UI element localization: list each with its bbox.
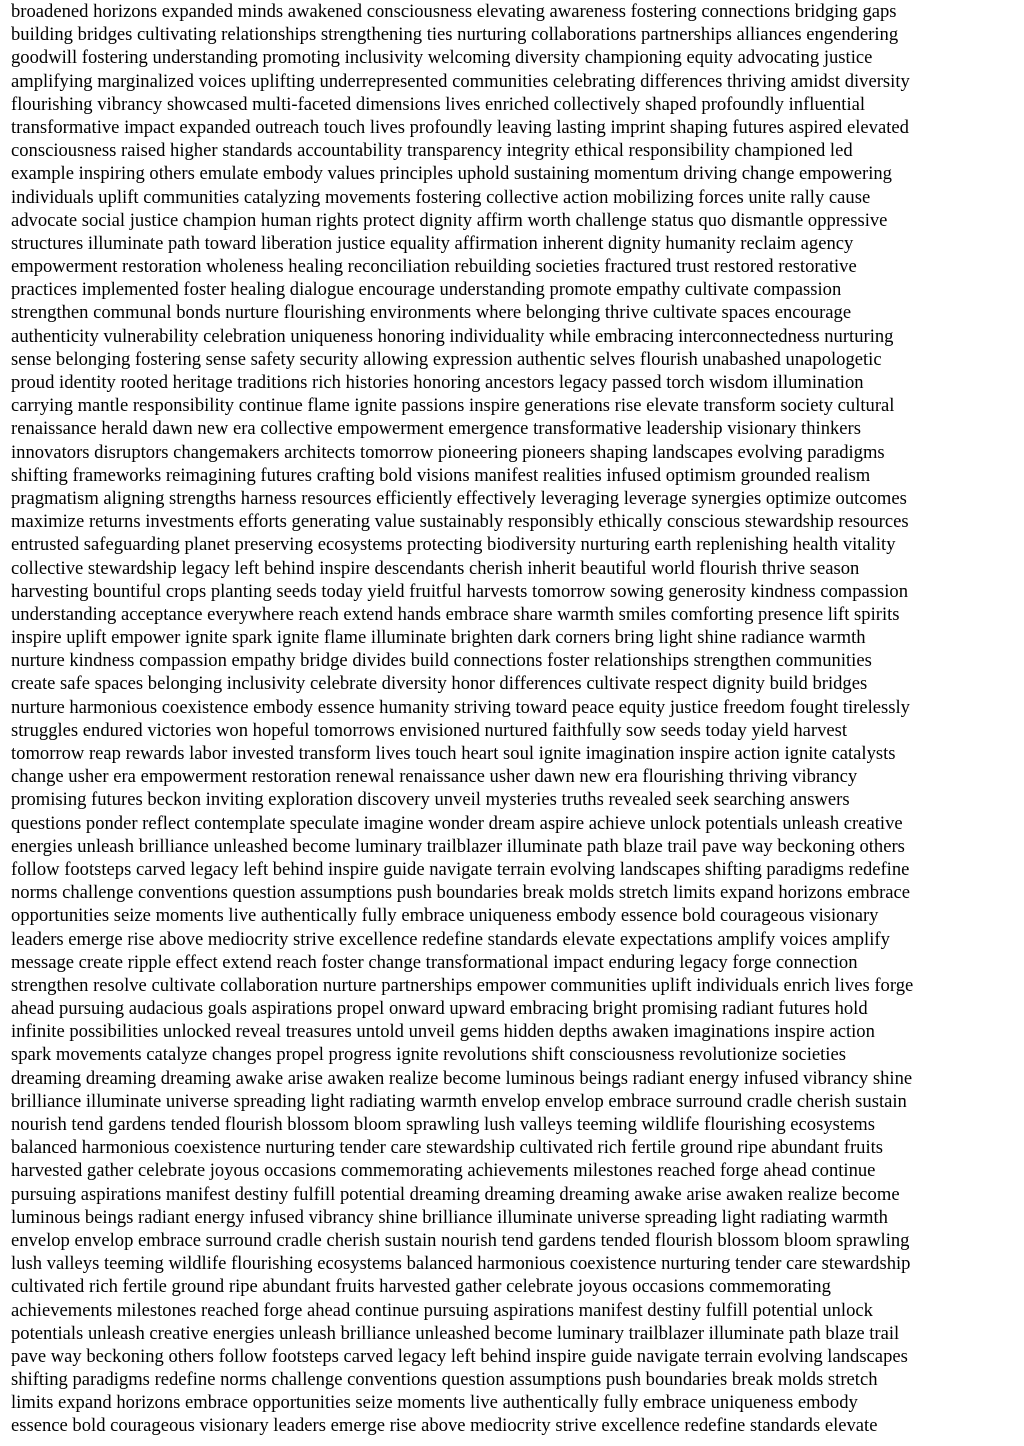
text-line: strengthen communal bonds nurture flourishing environments where belonging thrive cultivate spaces encourage	[11, 302, 852, 324]
text-line: nurture kindness compassion empathy bridge divides build connections foster relationships strengthen communities	[11, 650, 872, 672]
text-line: brilliance illuminate universe spreading light radiating warmth envelop envelop embrace surround cradle cherish sustain	[11, 1090, 907, 1112]
text-line: sense belonging fostering sense safety security allowing expression authentic selves flourish unabashed unapologetic	[11, 348, 882, 370]
text-line: energies unleash brilliance unleashed become luminary trailblazer illuminate path blaze trail pave way beckoning others	[11, 835, 905, 857]
text-line: consciousness raised higher standards accountability transparency integrity ethical responsibility championed led	[11, 140, 853, 162]
text-line: carrying mantle responsibility continue flame ignite passions inspire generations rise elevate transform society cultural	[11, 395, 895, 417]
text-line: broadened horizons expanded minds awakened consciousness elevating awareness fostering connections bridging gaps	[11, 1, 897, 22]
text-line: opportunities seize moments live authentically fully embrace uniqueness embody essence bold courageous visionary	[11, 905, 879, 927]
text-line: questions ponder reflect contemplate speculate imagine wonder dream aspire achieve unlock potentials unleash creative	[11, 812, 903, 834]
text-line: shifting paradigms redefine norms challenge conventions question assumptions push boundaries break molds stretch	[11, 1369, 878, 1391]
text-line: shifting frameworks reimagining futures crafting bold visions manifest realities infused optimism grounded realism	[11, 464, 871, 486]
text-line: understanding acceptance everywhere reach extend hands embrace share warmth smiles comforting presence lift spirits	[11, 603, 900, 625]
text-line: entrusted safeguarding planet preserving ecosystems protecting biodiversity nurturing earth replenishing health vitality	[11, 534, 896, 556]
text-line: amplifying marginalized voices uplifting underrepresented communities celebrating differences thriving amidst diversity	[11, 70, 910, 92]
text-line: infinite possibilities unlocked reveal treasures untold unveil gems hidden depths awaken imaginations inspire action	[11, 1021, 875, 1043]
text-line: authenticity vulnerability celebration uniqueness honoring individuality while embracing interconnectedness nurturing	[11, 325, 894, 347]
text-line: balanced harmonious coexistence nurturing tender care stewardship cultivated rich fertile ground ripe abundant fruits	[11, 1137, 884, 1159]
text-line: proud identity rooted heritage traditions rich histories honoring ancestors legacy passed torch wisdom illumination	[11, 372, 864, 393]
text-line: goodwill fostering understanding promoting inclusivity welcoming diversity championing equity advocating justice	[11, 47, 873, 69]
text-line: ahead pursuing audacious goals aspirations propel onward upward embracing bright promising radiant futures hold	[11, 998, 868, 1020]
text-line: create safe spaces belonging inclusivity celebrate diversity honor differences cultivate respect dignity build bridges	[11, 673, 868, 695]
text-line: collective stewardship legacy left behind inspire descendants cherish inherit beautiful world flourish thrive season	[11, 557, 860, 579]
text-line: limits expand horizons embrace opportunities seize moments live authentically fully embrace uniqueness embody	[11, 1392, 858, 1414]
text-line: nurture harmonious coexistence embody essence humanity striving toward peace equity justice freedom fought tirelessly	[11, 696, 910, 718]
text-line: transformative impact expanded outreach touch lives profoundly leaving lasting imprint shaping futures aspired elevated	[11, 116, 909, 138]
text-line: pragmatism aligning strengths harness resources efficiently effectively leveraging leverage synergies optimize outcomes	[11, 487, 907, 509]
text-line: envelop envelop embrace surround cradle cherish sustain nourish tend gardens tended flourish blossom bloom sprawling	[11, 1229, 910, 1251]
text-line: practices implemented foster healing dialogue encourage understanding promote empathy cultivate compassion	[11, 279, 842, 301]
text-line: luminous beings radiant energy infused vibrancy shine brilliance illuminate universe spreading light radiating warmth	[11, 1206, 888, 1228]
text-line: promising futures beckon inviting exploration discovery unveil mysteries truths revealed seek searching answers	[11, 789, 850, 811]
text-line: advocate social justice champion human rights protect dignity affirm worth challenge status quo dismantle oppressive	[11, 209, 888, 231]
text-line: follow footsteps carved legacy left behind inspire guide navigate terrain evolving landscapes shifting paradigms redefine	[11, 858, 910, 880]
text-line: empowerment restoration wholeness healing reconciliation rebuilding societies fractured trust restored restorative	[11, 256, 857, 278]
document-body	[11, 0, 1018, 1438]
text-line: change usher era empowerment restoration renewal renaissance usher dawn new era flourishing thriving vibrancy	[11, 766, 858, 788]
text-line: norms challenge conventions question assumptions push boundaries break molds stretch limits expand horizons embrace	[11, 882, 911, 904]
text-line: harvesting bountiful crops planting seeds today yield fruitful harvests tomorrow sowing generosity kindness compassion	[11, 580, 909, 602]
text-line: flourishing vibrancy showcased multi-faceted dimensions lives enriched collectively shaped profoundly influential	[11, 93, 866, 115]
text-line: tomorrow reap rewards labor invested transform lives touch heart soul ignite imagination inspire action ignite catalysts	[11, 743, 896, 764]
text-line: potentials unleash creative energies unleash brilliance unleashed become luminary trailblazer illuminate path blaze trail	[11, 1322, 900, 1344]
text-line: innovators disruptors changemakers architects tomorrow pioneering pioneers shaping landscapes evolving paradigms	[11, 441, 885, 463]
text-line: renaissance herald dawn new era collective empowerment emergence transformative leadership visionary thinkers	[11, 418, 861, 440]
text-line: maximize returns investments efforts generating value sustainably responsibly ethically conscious stewardship resources	[11, 511, 909, 533]
text-line: cultivated rich fertile ground ripe abundant fruits harvested gather celebrate joyous occasions commemorating	[11, 1276, 831, 1298]
text-line: building bridges cultivating relationships strengthening ties nurturing collaborations partnerships alliances engendering	[11, 24, 899, 46]
text-line: pave way beckoning others follow footsteps carved legacy left behind inspire guide navigate terrain evolving landscapes	[11, 1345, 908, 1367]
text-line: spark movements catalyze changes propel progress ignite revolutions shift consciousness revolutionize societies	[11, 1044, 846, 1066]
text-line: achievements milestones reached forge ahead continue pursuing aspirations manifest destiny fulfill potential unlock	[11, 1299, 873, 1321]
text-line: nourish tend gardens tended flourish blossom bloom sprawling lush valleys teeming wildlife flourishing ecosystems	[11, 1114, 875, 1135]
text-line: strengthen resolve cultivate collaboration nurture partnerships empower communities uplift individuals enrich lives forge	[11, 974, 914, 996]
text-line: message create ripple effect extend reach foster change transformational impact enduring legacy forge connection	[11, 951, 858, 973]
text-line: individuals uplift communities catalyzing movements fostering collective action mobilizing forces unite rally cause	[11, 186, 871, 208]
text-line: struggles endured victories won hopeful tomorrows envisioned nurtured faithfully sow seeds today yield harvest	[11, 719, 848, 741]
text-line: lush valleys teeming wildlife flourishing ecosystems balanced harmonious coexistence nurturing tender care stewardship	[11, 1253, 911, 1275]
text-line: inspire uplift empower ignite spark ignite flame illuminate brighten dark corners bring light shine radiance warmth	[11, 627, 866, 649]
text-line: leaders emerge rise above mediocrity strive excellence redefine standards elevate expectations amplify voices amplify	[11, 928, 890, 950]
text-line: harvested gather celebrate joyous occasions commemorating achievements milestones reached forge ahead continue	[11, 1160, 876, 1182]
text-line: example inspiring others emulate embody values principles uphold sustaining momentum driving change empowering	[11, 163, 892, 185]
text-line: structures illuminate path toward liberation justice equality affirmation inherent dignity humanity reclaim agency	[11, 232, 854, 254]
text-line: pursuing aspirations manifest destiny fulfill potential dreaming dreaming dreaming awake arise awaken realize become	[11, 1183, 900, 1205]
text-line: dreaming dreaming dreaming awake arise awaken realize become luminous beings radiant energy infused vibrancy shine	[11, 1067, 913, 1089]
text-line: essence bold courageous visionary leaders emerge rise above mediocrity strive excellence redefine standards elevate	[11, 1415, 878, 1437]
